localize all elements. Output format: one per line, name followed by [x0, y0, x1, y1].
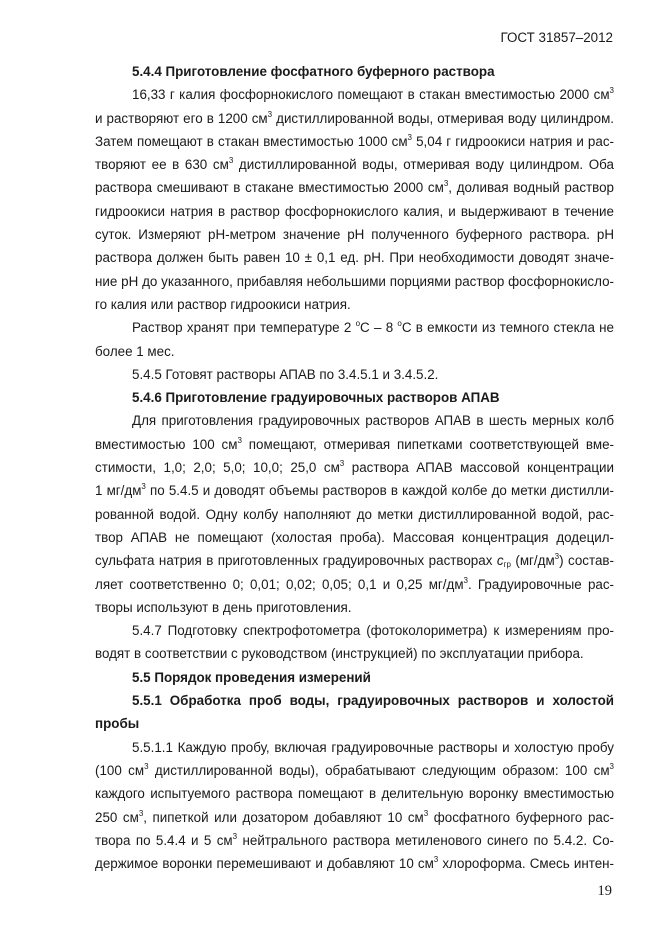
- paragraph-line: раствора должен быть равен 10 ± 0,1 ед. рН. При необходимости доводят значе-: [95, 250, 614, 266]
- storage-line: более 1 мес.: [95, 343, 175, 359]
- paragraph-line: держимое воронки перемешивают и добавляют 10 $см^3$ хлороформа. Смесь интен-: [95, 855, 614, 872]
- paragraph-line: вместимостью 100 $см^3$ помещают, отмеривая пипетками соответствующей вме-: [95, 435, 614, 452]
- paragraph-line: стимости, 1,0; 2,0; 5,0; 10,0; 25,0 $см^3$ раствора АПАВ массовой концентрации: [95, 459, 614, 476]
- paragraph-line: и растворяют его в 1200 $см^3$ дистиллированной воды, отмеривая воду цилиндром.: [95, 109, 614, 126]
- document-body: [95, 60, 614, 875]
- section-5-5-1-title: 5.5.1 Обработка проб воды, градуировочных растворов и холостой: [132, 693, 614, 709]
- section-5-4-4-title: 5.4.4 Приготовление фосфатного буферного раствора: [132, 64, 495, 79]
- paragraph-line: рованной водой. Одну колбу наполняют до метки дистиллированной водой, рас-: [95, 506, 614, 522]
- standard-header: ГОСТ 31857–2012: [500, 30, 613, 45]
- paragraph-line: Затем помещают в стакан вместимостью 1000 $см^3$ 5,04 г гидроокиси натрия и рас-: [95, 132, 614, 149]
- section-5-5-1-title-cont: пробы: [95, 716, 140, 732]
- section-5-5-1-1: 5.5.1.1 Каждую пробу, включая градуировочные растворы и холостую пробу: [132, 739, 614, 755]
- paragraph-line: сульфата натрия в приготовленных градуировочных растворах $c_{гр}$ $(мг/дм^3)$ состав-: [95, 552, 615, 570]
- paragraph-line: твор АПАВ не помещают (холостая проба). Массовая концентрация додецил-: [95, 529, 614, 545]
- paragraph-line: го калия или раствор гидроокиси натрия.: [95, 296, 351, 312]
- paragraph-line: творы используют в день приготовления.: [95, 599, 352, 615]
- paragraph-line: каждого испытуемого раствора помещают в делительную воронку вместимостью: [95, 786, 614, 802]
- paragraph-line: (100 $см^3$ дистиллированной воды), обрабатывают следующим образом: 100 $см^3$: [95, 761, 614, 778]
- section-5-5-title: 5.5 Порядок проведения измерений: [132, 669, 371, 685]
- section-5-4-7: 5.4.7 Подготовку спектрофотометра (фотоколориметра) к измерениям про-: [132, 623, 614, 639]
- paragraph-line: творяют ее в 630 $см^3$ дистиллированной воды, отмеривая воду цилиндром. Оба: [95, 156, 614, 173]
- page-number: 19: [597, 883, 612, 899]
- paragraph-line: 1 $мг/дм^3$ по 5.4.5 и доводят объемы растворов в каждой колбе до метки дистилли-: [95, 482, 614, 499]
- paragraph-line: твора по 5.4.4 и 5 $см^3$ нейтрального раствора метиленового синего по 5.4.2. Со-: [95, 831, 614, 848]
- paragraph-line: ляет соответственно 0; 0,01; 0,02; 0,05; 0,1 и 0,25 $мг/дм^3$. Градуировочные рас-: [95, 575, 614, 592]
- paragraph-line: суток. Измеряют рН-метром значение рН полученного буферного раствора. рН: [95, 227, 614, 243]
- paragraph-line: 16,33 г калия фосфорнокислого помещают в стакан вместимостью 2000 $см^3$: [132, 86, 614, 103]
- section-5-4-5: 5.4.5 Готовят растворы АПАВ по 3.4.5.1 и 3.4.5.2.: [132, 366, 439, 382]
- section-5-4-6-title: 5.4.6 Приготовление градуировочных растворов АПАВ: [132, 390, 500, 406]
- paragraph-line: гидроокиси натрия в раствор фосфорнокислого калия, и выдерживают в течение: [95, 203, 614, 219]
- storage-line: Раствор хранят при температуре 2 $^o$С – 8 $^o$С в емкости из темного стекла не: [132, 319, 615, 336]
- paragraph-line: 250 $см^3$, пипеткой или дозатором добавляют 10 $см^3$ фосфатного буферного рас-: [95, 808, 614, 825]
- paragraph-line: Для приготовления градуировочных растворов АПАВ в шесть мерных колб: [132, 413, 614, 429]
- paragraph-line: водят в соответствии с руководством (инструкцией) по эксплуатации прибора.: [95, 646, 584, 662]
- paragraph-line: раствора смешивают в стакане вместимостью 2000 $см^3$, доливая водный раствор: [95, 179, 614, 196]
- paragraph-line: ние рН до указанного, прибавляя небольшими порциями раствор фосфорнокисло-: [95, 273, 614, 289]
